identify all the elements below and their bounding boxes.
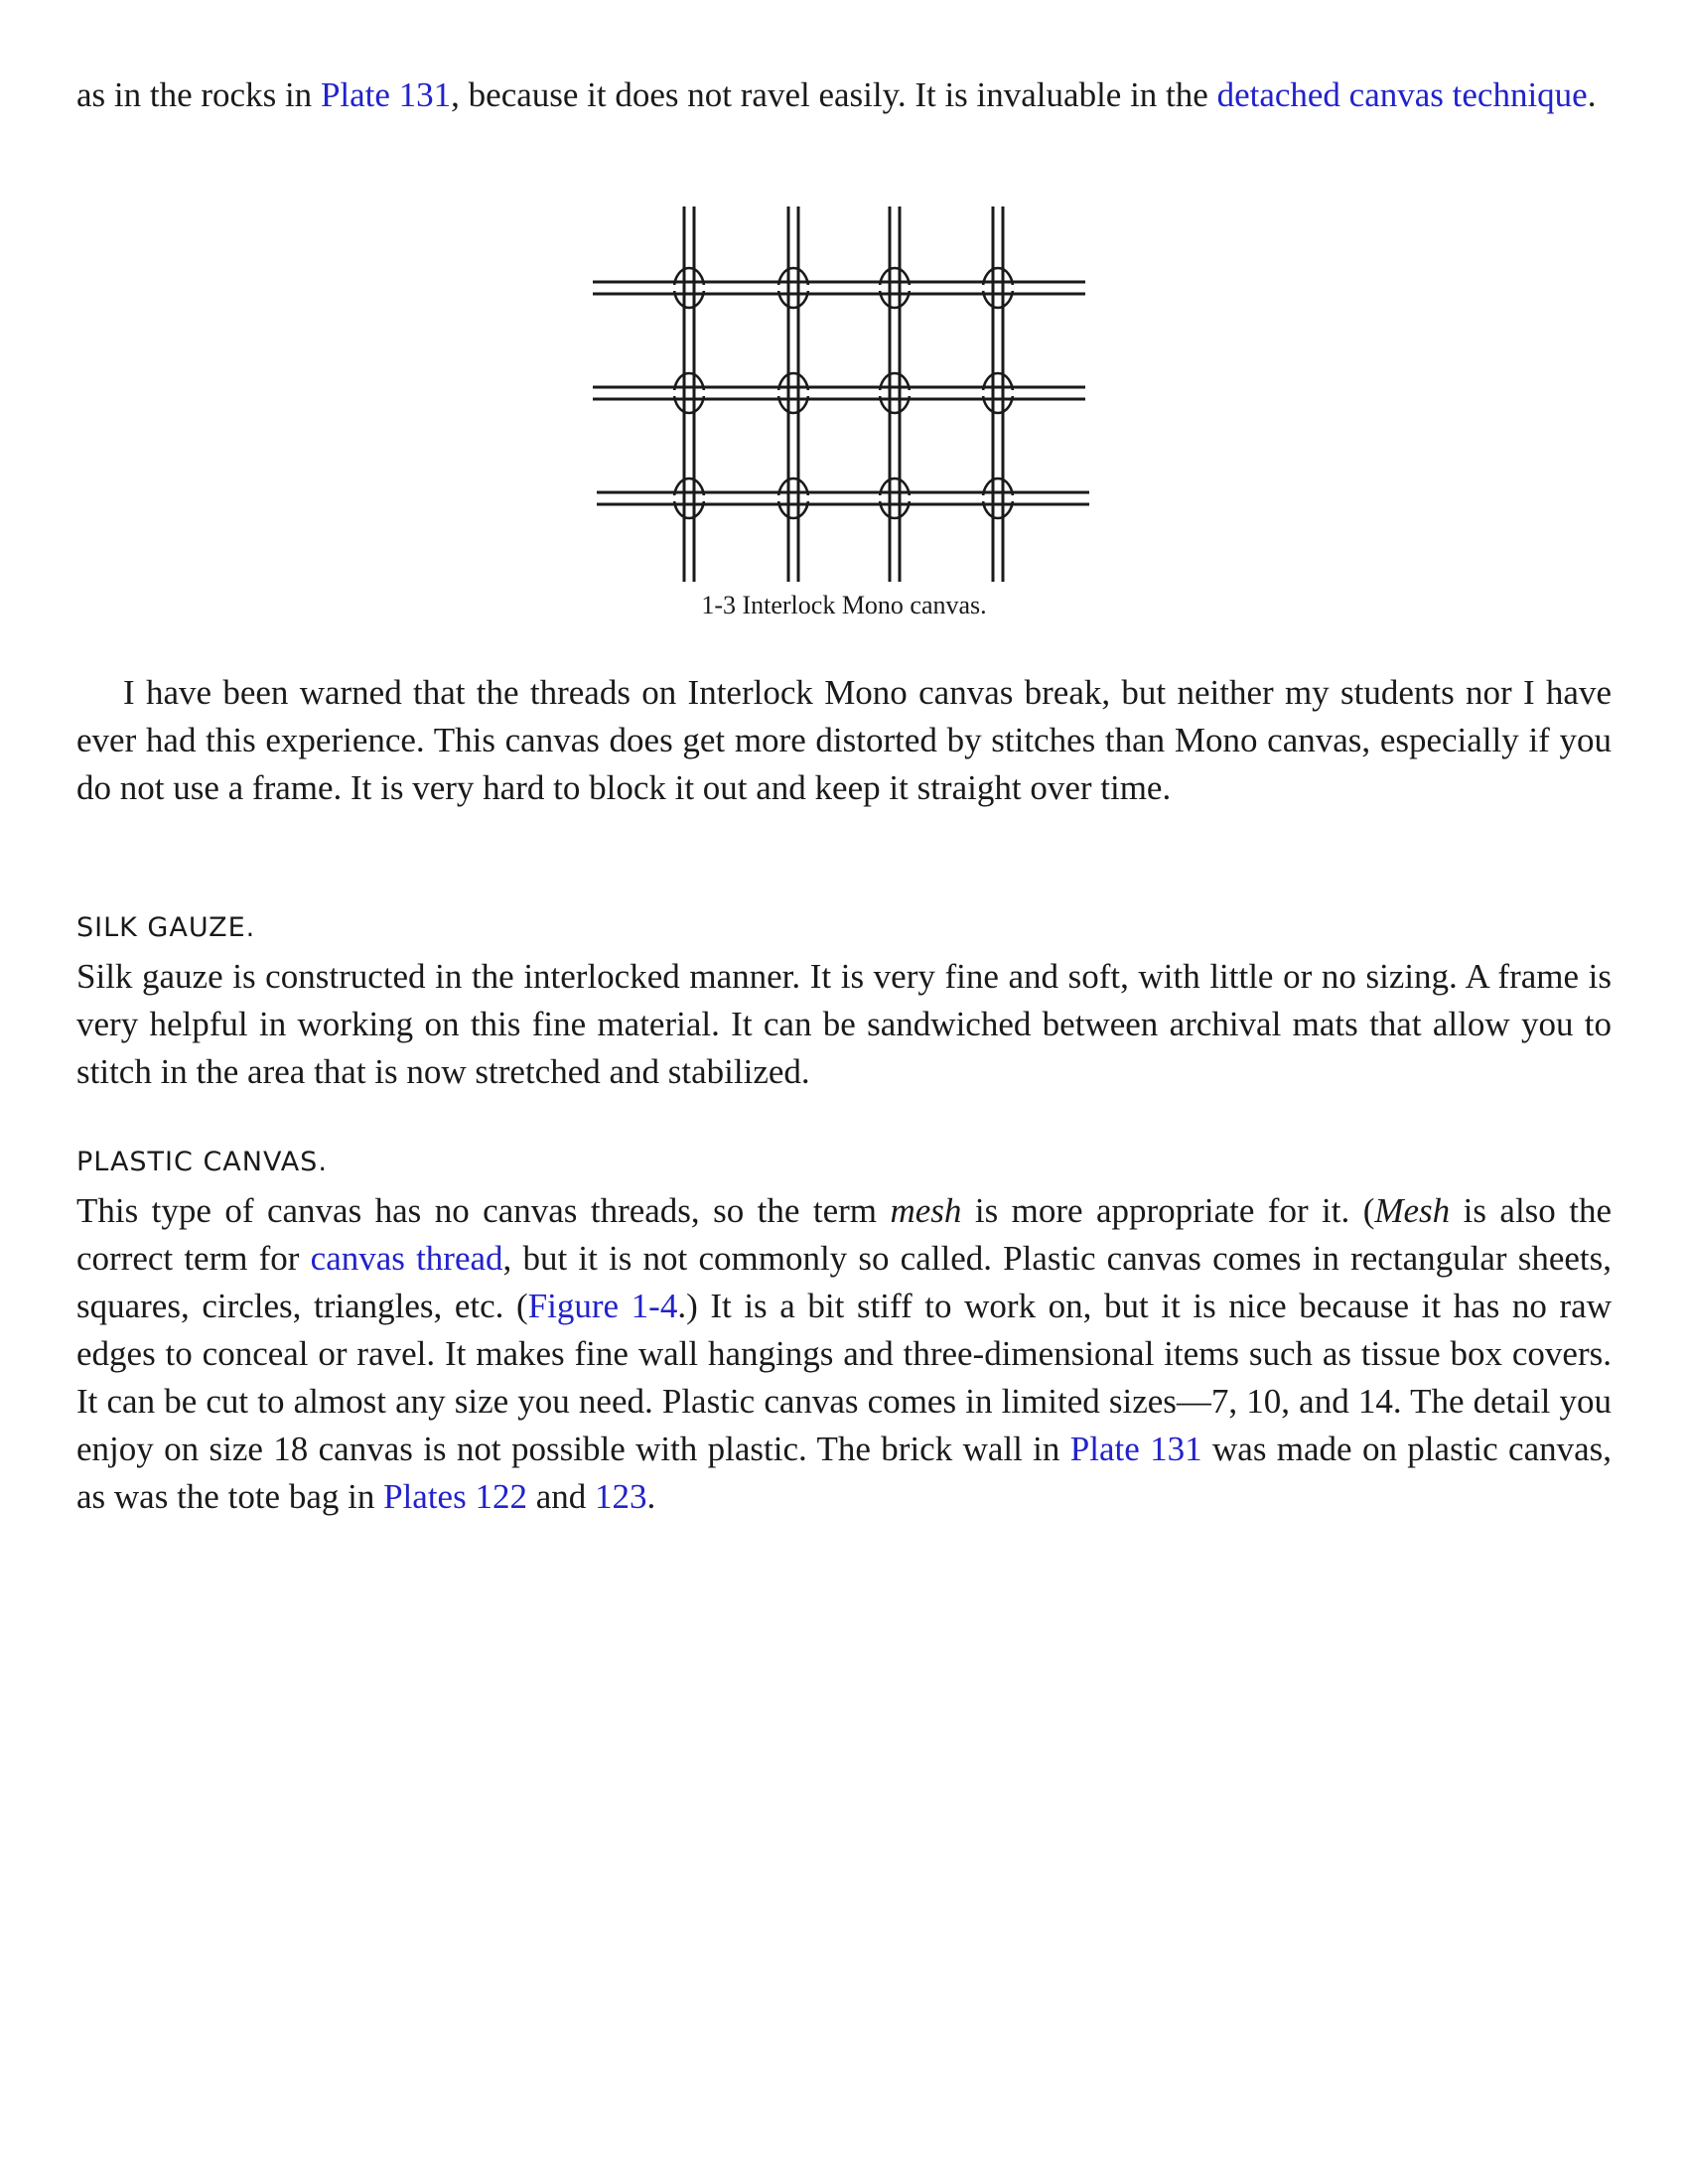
figure-interlock-mono	[593, 206, 1095, 621]
link-canvas-thread[interactable]: canvas thread	[310, 1239, 503, 1278]
emphasis-mesh: mesh	[890, 1191, 962, 1230]
text-run: as in the rocks in	[76, 75, 321, 114]
link-detached-canvas-technique[interactable]: detached canvas technique	[1216, 75, 1588, 114]
paragraph-intro	[76, 71, 1612, 119]
paragraph-plastic-canvas	[76, 1187, 1612, 1521]
text-run: , but it is not commonly so called. Plastic canvas comes in rectangular sheets, squares, circles, triangles, etc. (	[76, 1239, 1612, 1325]
interlock-mono-canvas-illustration	[593, 206, 1095, 582]
emphasis-mesh: Mesh	[1374, 1191, 1451, 1230]
text-run: This type of canvas has no canvas threads, so the term	[76, 1191, 891, 1230]
link-plates-122[interactable]: Plates 122	[383, 1477, 527, 1516]
link-plate-123[interactable]: 123	[595, 1477, 647, 1516]
interlock-loops	[674, 268, 1013, 518]
paragraph-interlock-warning: I have been warned that the threads on Interlock Mono canvas break, but neither my students nor I have ever had this experience. This canvas does get more distorted by stitches than Mono canvas, especially if you do not use a frame. It is very hard to block it out and keep it straight over time.	[76, 673, 1612, 807]
text-run: was made on plastic canvas, as was the tote bag in	[76, 1430, 1613, 1516]
weave-gaps	[672, 285, 1015, 501]
link-figure-1-4[interactable]: Figure 1-4	[527, 1287, 678, 1325]
text-run: is more appropriate for it. (	[961, 1191, 1375, 1230]
text-run: .) It is a bit stiff to work on, but it is nice because it has no raw edges to conceal or ravel. It makes fine wall hangings and three-dimensional items such as tissue box covers. It can be cut to almost any size you need. Plastic canvas comes in limited sizes—7, 10, and 14. The detail you enjoy on size 18 canvas is not possible with plastic. The brick wall in	[76, 1287, 1612, 1468]
text-run: , because it does not ravel easily. It is invaluable in the	[451, 75, 1217, 114]
text-run: is also the correct term for	[76, 1191, 1612, 1278]
paragraph-silk-gauze: Silk gauze is constructed in the interlocked manner. It is very fine and soft, with little or no sizing. A frame is very helpful in working on this fine material. It can be sandwiched between archival mats that allow you to stitch in the area that is now stretched and stabilized.	[76, 957, 1612, 1091]
text-run: and	[526, 1477, 595, 1516]
link-plate-131[interactable]: Plate 131	[1069, 1430, 1202, 1468]
text-run: .	[1587, 75, 1597, 114]
link-plate-131[interactable]: Plate 131	[320, 75, 452, 114]
heading-plastic-canvas: PLASTIC CANVAS.	[76, 1147, 328, 1177]
vertical-threads	[684, 206, 1003, 582]
heading-silk-gauze: SILK GAUZE.	[76, 912, 256, 943]
text-run: .	[646, 1477, 656, 1516]
figure-caption: 1-3 Interlock Mono canvas.	[701, 591, 987, 619]
